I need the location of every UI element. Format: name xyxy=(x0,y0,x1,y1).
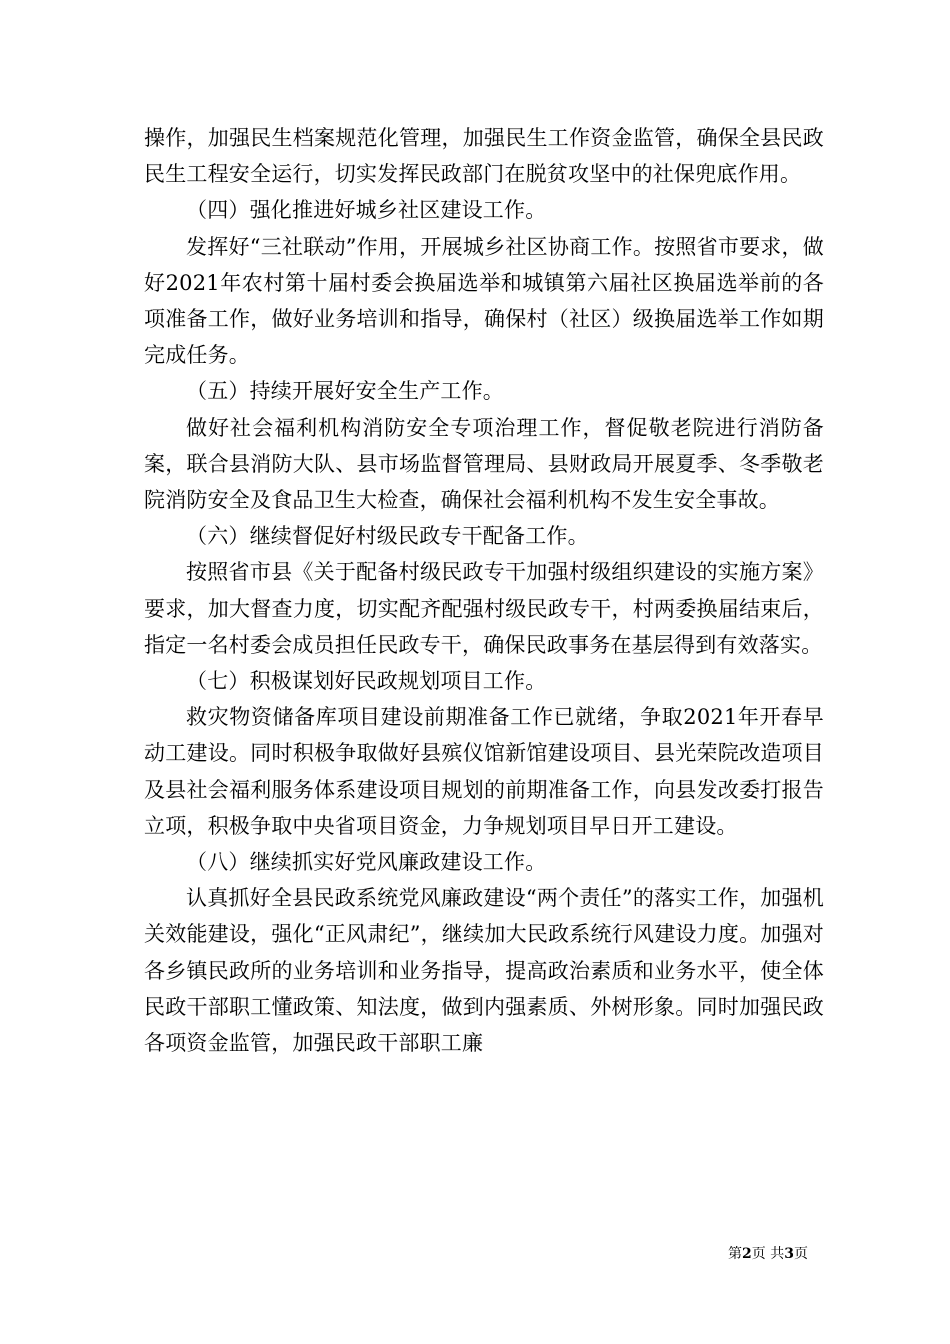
footer-suffix: 页 xyxy=(794,1246,808,1262)
footer-prefix: 第 xyxy=(728,1246,743,1262)
section-heading-5: （五）持续开展好安全生产工作。 xyxy=(186,379,504,404)
section-heading-6: （六）继续督促好村级民政专干配备工作。 xyxy=(186,524,589,549)
section-heading-7: （七）积极谋划好民政规划项目工作。 xyxy=(186,669,547,694)
section-heading-8: （八）继续抓实好党风廉政建设工作。 xyxy=(186,850,547,875)
paragraph: 发挥好“三社联动”作用，开展城乡社区协商工作。按照省市要求，做好2021年农村第十届村委会换届选举和城镇第六届社区换届选举前的各项准备工作，做好业务培训和指导，确保村（社区）级换届选举工作如期完成任务。 xyxy=(144,234,824,368)
paragraph-continued: 操作，加强民生档案规范化管理，加强民生工作资金监管，确保全县民政民生工程安全运行，切实发挥民政部门在脱贫攻坚中的社保兜底作用。 xyxy=(144,126,824,187)
paragraph: 救灾物资储备库项目建设前期准备工作已就绪，争取2021年开春早动工建设。同时积极争取做好县殡仪馆新馆建设项目、县光荣院改造项目及县社会福利服务体系建设项目规划的前期准备工作，向县发改委打报告立项，积极争取中央省项目资金，力争规划项目早日开工建设。 xyxy=(144,705,824,838)
paragraph: 按照省市县《关于配备村级民政专干加强村级组织建设的实施方案》要求，加大督查力度，切实配齐配强村级民政专干，村两委换届结束后，指定一名村委会成员担任民政专干，确保民政事务在基层得到有效落实。 xyxy=(144,560,824,657)
paragraph: 认真抓好全县民政系统党风廉政建设“两个责任”的落实工作，加强机关效能建设，强化“正风肃纪”，继续加大民政系统行风建设力度。加强对各乡镇民政所的业务培训和业务指导，提高政治素质和业务水平，使全体民政干部职工懂政策、知法度，做到内强素质、外树形象。同时加强民政各项资金监管，加强民政干部职工廉 xyxy=(144,886,824,1056)
section-heading-4: （四）强化推进好城乡社区建设工作。 xyxy=(186,198,547,223)
page-footer xyxy=(728,1244,808,1264)
footer-middle: 页 共 xyxy=(751,1246,785,1262)
footer-current-page: 2 xyxy=(742,1246,752,1262)
document-body xyxy=(144,120,824,1061)
footer-total-pages: 3 xyxy=(784,1246,794,1262)
paragraph: 做好社会福利机构消防安全专项治理工作，督促敬老院进行消防备案，联合县消防大队、县市场监督管理局、县财政局开展夏季、冬季敬老院消防安全及食品卫生大检查，确保社会福利机构不发生安全事故。 xyxy=(144,415,824,513)
